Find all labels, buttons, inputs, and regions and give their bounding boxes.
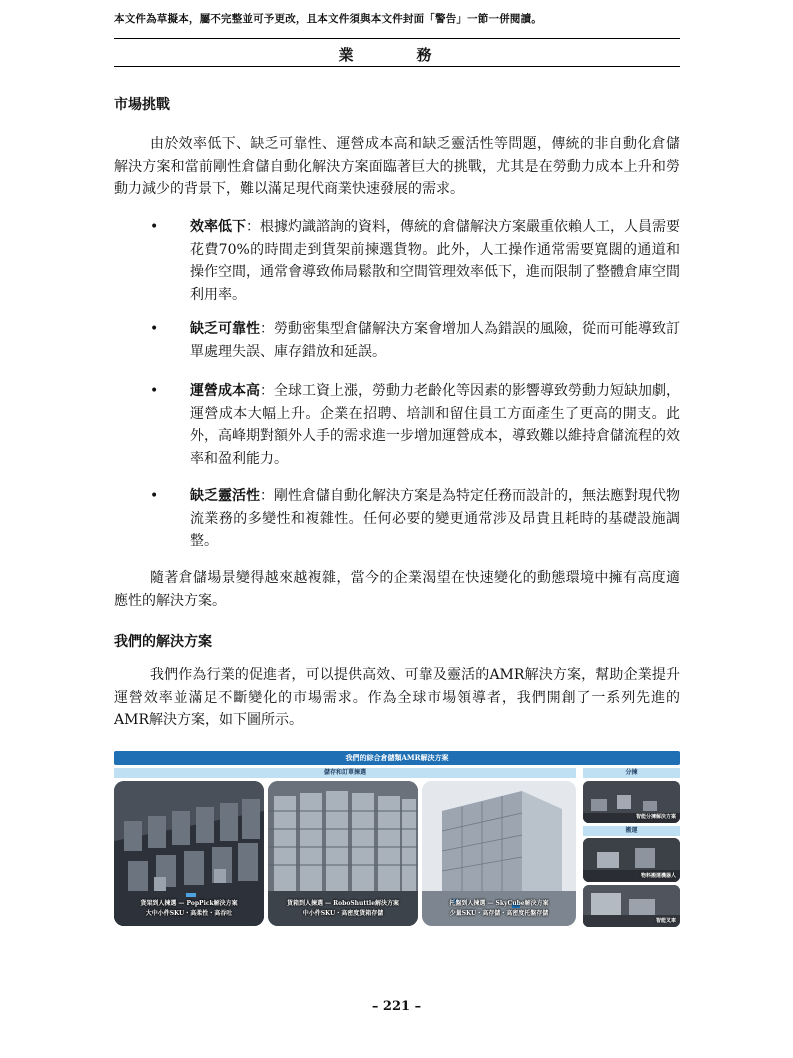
- skycube-caption-line1: 托盤到人揀選 — SkyCube解決方案: [449, 900, 549, 907]
- draft-warning-note: 本文件為草擬本，屬不完整並可予更改，且本文件須與本文件封面「警告」一節一併閱讀。: [114, 13, 542, 25]
- bullet-lead: 效率低下: [190, 219, 246, 235]
- smart-forklift-caption: 智能叉車: [655, 918, 676, 924]
- bullet-dot: •: [150, 219, 159, 235]
- bullet-lead: 運營成本高: [190, 383, 260, 399]
- our-solutions-intro: 我們作為行業的促進者，可以提供高效、可靠及靈活的AMR解決方案，幫助企業提升運營效率並滿足不斷變化的市場需求。作為全球市場領導者，我們開創了一系列先進的AMR解決方案，如下圖所示。: [114, 667, 680, 728]
- header-rule-top: [114, 38, 680, 39]
- bullet-text: ：根據灼識諮詢的資料，傳統的倉儲解決方案嚴重依賴人工，人員需要花費70%的時間走到貨架前揀選貨物。此外，人工操作通常需要寬闊的通道和操作空間，通常會導致佈局鬆散和空間管理效率低下，進而限制了整體倉庫空間利用率。: [190, 219, 680, 303]
- bullet-dot: •: [150, 383, 159, 399]
- page-number: – 221 –: [371, 999, 422, 1014]
- poppick-caption-line1: 貨架到人揀選 — PopPick解決方案: [140, 900, 238, 907]
- market-challenges-closing: 隨著倉儲場景變得越來越複雜，當今的企業渴望在快速變化的動態環境中擁有高度適應性的解決方案。: [114, 570, 680, 609]
- skycube-caption-line2: 少量SKU・高存儲・高密度托盤存儲: [449, 910, 549, 917]
- bullet-dot: •: [150, 488, 159, 504]
- bullet-unreliability: [150, 318, 680, 363]
- roboshuttle-panel: [268, 781, 418, 926]
- bullet-text: ：勞動密集型倉儲解決方案會增加人為錯誤的風險，從而可能導致訂單處理失誤、庫存錯放和延誤。: [190, 321, 680, 360]
- skycube-panel: [422, 781, 576, 926]
- bullet-dot: •: [150, 321, 159, 337]
- amr-solutions-figure: [114, 751, 680, 927]
- market-challenges-heading: 市場挑戰: [114, 97, 170, 113]
- bullet-lead: 缺乏靈活性: [190, 488, 260, 504]
- sorting-panel: [583, 781, 680, 823]
- roboshuttle-caption-line2: 中小件SKU・高密度貨箱存儲: [302, 910, 384, 917]
- sorting-label: 分揀: [583, 768, 680, 778]
- smart-forklift-panel: [583, 885, 680, 927]
- poppick-panel: [114, 781, 264, 926]
- storage-picking-label: 儲存和訂單揀選: [114, 768, 576, 778]
- figure-title: 我們的綜合倉儲類AMR解決方案: [114, 751, 680, 765]
- material-handling-caption: 物料搬運機器人: [640, 873, 676, 879]
- our-solutions-heading: 我們的解決方案: [114, 634, 212, 650]
- bullet-inflexibility: [150, 485, 680, 553]
- bullet-text: ：剛性倉儲自動化解決方案是為特定任務而設計的，無法應對現代物流業務的多變性和複雜性。任何必要的變更通常涉及昂貴且耗時的基礎設施調整。: [190, 488, 680, 549]
- handling-label: 搬運: [583, 826, 680, 836]
- section-title: 業 務: [338, 46, 456, 64]
- material-handling-panel: [583, 838, 680, 882]
- poppick-caption-line2: 大中小件SKU・高柔性・高吞吐: [145, 910, 233, 917]
- bullet-text: ：全球工資上漲，勞動力老齡化等因素的影響導致勞動力短缺加劇，運營成本大幅上升。企業在招聘、培訓和留住員工方面產生了更高的開支。此外，高峰期對額外人手的需求進一步增加運營成本，導致難以維持倉儲流程的效率和盈利能力。: [190, 383, 680, 467]
- bullet-inefficiency: [150, 216, 680, 306]
- header-rule-bottom: [114, 66, 680, 67]
- bullet-lead: 缺乏可靠性: [190, 321, 260, 337]
- roboshuttle-caption-line1: 貨箱到人揀選 — RoboShuttle解決方案: [286, 900, 400, 907]
- market-challenges-intro: 由於效率低下、缺乏可靠性、運營成本高和缺乏靈活性等問題，傳統的非自動化倉儲解決方案和當前剛性倉儲自動化解決方案面臨著巨大的挑戰，尤其是在勞動力成本上升和勞動力減少的背景下，難以滿足現代商業快速發展的需求。: [114, 136, 680, 197]
- sorting-caption: 智能分揀解決方案: [635, 814, 676, 820]
- bullet-high-cost: [150, 380, 680, 470]
